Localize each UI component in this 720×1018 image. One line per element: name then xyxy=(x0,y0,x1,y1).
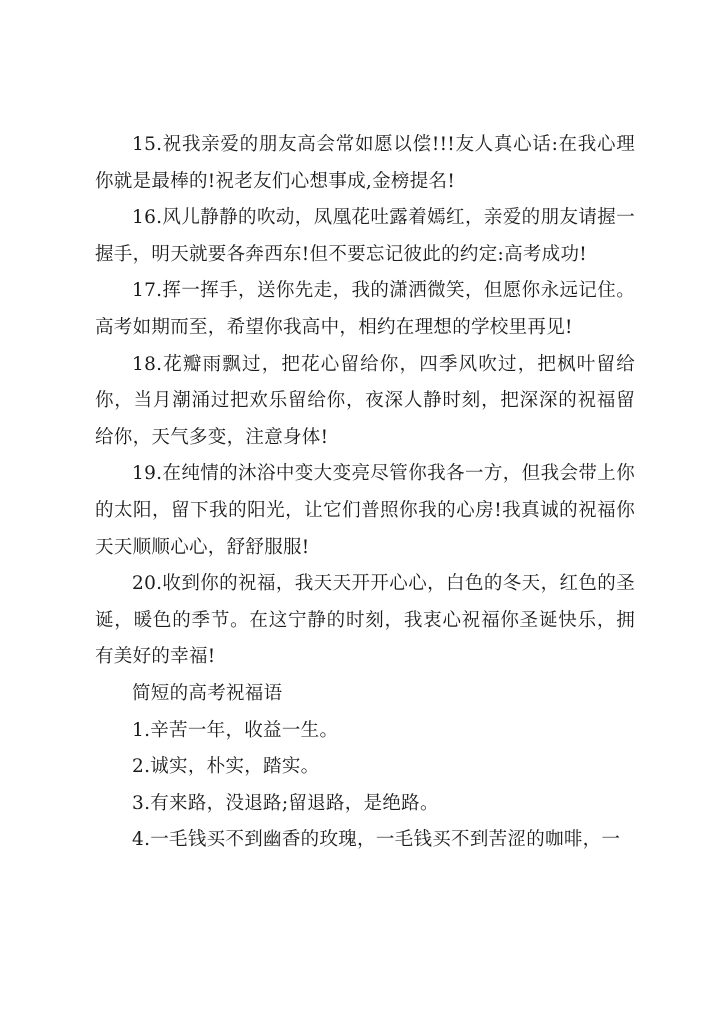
short-wish-3: 3.有来路，没退路;留退路，是绝路。 xyxy=(132,792,439,814)
paragraph-wish-19: 19.在纯情的沐浴中变大变亮尽管你我各一方，但我会带上你的太阳，留下我的阳光，让它们普照你我的心房!我真诚的祝福你天天顺顺心心，舒舒服服! xyxy=(95,463,635,558)
short-wish-1: 1.辛苦一年，收益一生。 xyxy=(132,719,339,741)
paragraph-wish-18: 18.花瓣雨飘过，把花心留给你，四季风吹过，把枫叶留给你，当月潮涌过把欢乐留给你，夜深人静时刻，把深深的祝福留给你，天气多变，注意身体! xyxy=(95,353,635,448)
section-heading: 简短的高考祝福语 xyxy=(132,682,283,704)
short-wish-2: 2.诚实，朴实，踏实。 xyxy=(132,756,320,778)
document-body xyxy=(95,127,635,859)
short-wish-4: 4.一毛钱买不到幽香的玫瑰，一毛钱买不到苦涩的咖啡，一 xyxy=(132,829,621,851)
paragraph-wish-16: 16.风儿静静的吹动，凤凰花吐露着嫣红，亲爱的朋友请握一握手，明天就要各奔西东!但不要忘记彼此的约定:高考成功! xyxy=(95,207,635,265)
paragraph-wish-15: 15.祝我亲爱的朋友高会常如愿以偿!!!友人真心话:在我心理你就是最棒的!祝老友们心想事成,金榜提名! xyxy=(95,134,635,192)
paragraph-wish-17: 17.挥一挥手，送你先走，我的潇洒微笑，但愿你永远记住。高考如期而至，希望你我高中，相约在理想的学校里再见! xyxy=(95,280,635,338)
paragraph-wish-20: 20.收到你的祝福，我天天开开心心，白色的冬天，红色的圣诞，暖色的季节。在这宁静的时刻，我衷心祝福你圣诞快乐，拥有美好的幸福! xyxy=(95,573,635,668)
